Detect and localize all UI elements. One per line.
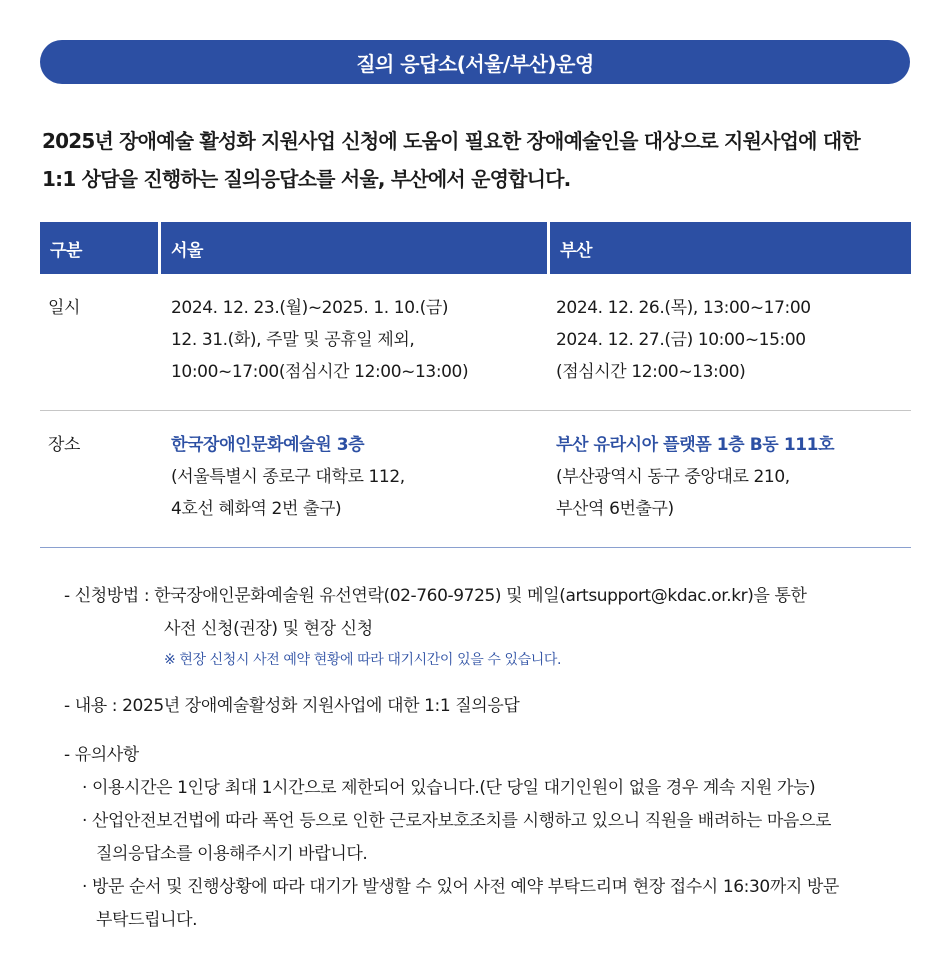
intro-line-1: 2025년 장애예술 활성화 지원사업 신청에 도움이 필요한 장애예술인을 대상으로 지원사업에 대한 bbox=[42, 129, 860, 153]
busan-address-line: (부산광역시 동구 중앙대로 210, bbox=[556, 467, 790, 487]
header-category: 구분 bbox=[40, 222, 161, 274]
table-row bbox=[40, 411, 911, 548]
seoul-date-line: 12. 31.(화), 주말 및 공휴일 제외, bbox=[171, 330, 415, 350]
seoul-address-line: 4호선 혜화역 2번 출구) bbox=[171, 499, 342, 519]
caution-item-continued: 부탁드립니다. bbox=[96, 910, 198, 930]
caution-title: - 유의사항 bbox=[64, 745, 139, 765]
apply-method-line: 사전 신청(권장) 및 현장 신청 bbox=[164, 619, 373, 639]
busan-address-line: 부산역 6번출구) bbox=[556, 499, 674, 519]
table-row bbox=[40, 274, 911, 411]
intro-text bbox=[42, 122, 922, 198]
seoul-address-line: (서울특별시 종로구 대학로 112, bbox=[171, 467, 405, 487]
busan-place-cell bbox=[550, 411, 911, 548]
section-banner bbox=[40, 40, 910, 84]
caution-item-continued: 질의응답소를 이용해주시기 바랍니다. bbox=[96, 844, 368, 864]
row-label-place: 장소 bbox=[40, 411, 161, 548]
busan-date-line: (점심시간 12:00~13:00) bbox=[556, 362, 746, 382]
header-seoul: 서울 bbox=[161, 222, 550, 274]
seoul-date-line: 2024. 12. 23.(월)~2025. 1. 10.(금) bbox=[171, 298, 449, 318]
banner-title: 질의 응답소(서울/부산)운영 bbox=[356, 51, 594, 76]
busan-venue-name: 부산 유라시아 플랫폼 1층 B동 111호 bbox=[556, 435, 835, 455]
table-header-row bbox=[40, 222, 911, 274]
notes-section bbox=[64, 580, 924, 937]
header-busan: 부산 bbox=[550, 222, 911, 274]
intro-line-2: 1:1 상담을 진행하는 질의응답소를 서울, 부산에서 운영합니다. bbox=[42, 167, 571, 191]
apply-method-line: - 신청방법 : 한국장애인문화예술원 유선연락(02-760-9725) 및 메일(artsupport@kdac.or.kr)을 통한 bbox=[64, 586, 807, 606]
busan-date-line: 2024. 12. 27.(금) 10:00~15:00 bbox=[556, 330, 806, 350]
seoul-place-cell bbox=[161, 411, 550, 548]
caution-item: · 이용시간은 1인당 최대 1시간으로 제한되어 있습니다.(단 당일 대기인원이 없을 경우 계속 지원 가능) bbox=[82, 778, 816, 798]
schedule-table bbox=[40, 222, 911, 548]
content-line: - 내용 : 2025년 장애예술활성화 지원사업에 대한 1:1 질의응답 bbox=[64, 696, 520, 716]
caution-item: · 산업안전보건법에 따라 폭언 등으로 인한 근로자보호조치를 시행하고 있으니 직원을 배려하는 마음으로 bbox=[82, 811, 831, 831]
row-label-date: 일시 bbox=[40, 274, 161, 411]
busan-date-cell bbox=[550, 274, 911, 411]
apply-warning-note: ※ 현장 신청시 사전 예약 현황에 따라 대기시간이 있을 수 있습니다. bbox=[164, 652, 562, 668]
seoul-date-cell bbox=[161, 274, 550, 411]
busan-date-line: 2024. 12. 26.(목), 13:00~17:00 bbox=[556, 298, 811, 318]
caution-item: · 방문 순서 및 진행상황에 따라 대기가 발생할 수 있어 사전 예약 부탁드리며 현장 접수시 16:30까지 방문 bbox=[82, 877, 839, 897]
seoul-date-line: 10:00~17:00(점심시간 12:00~13:00) bbox=[171, 362, 469, 382]
seoul-venue-name: 한국장애인문화예술원 3층 bbox=[171, 435, 365, 455]
